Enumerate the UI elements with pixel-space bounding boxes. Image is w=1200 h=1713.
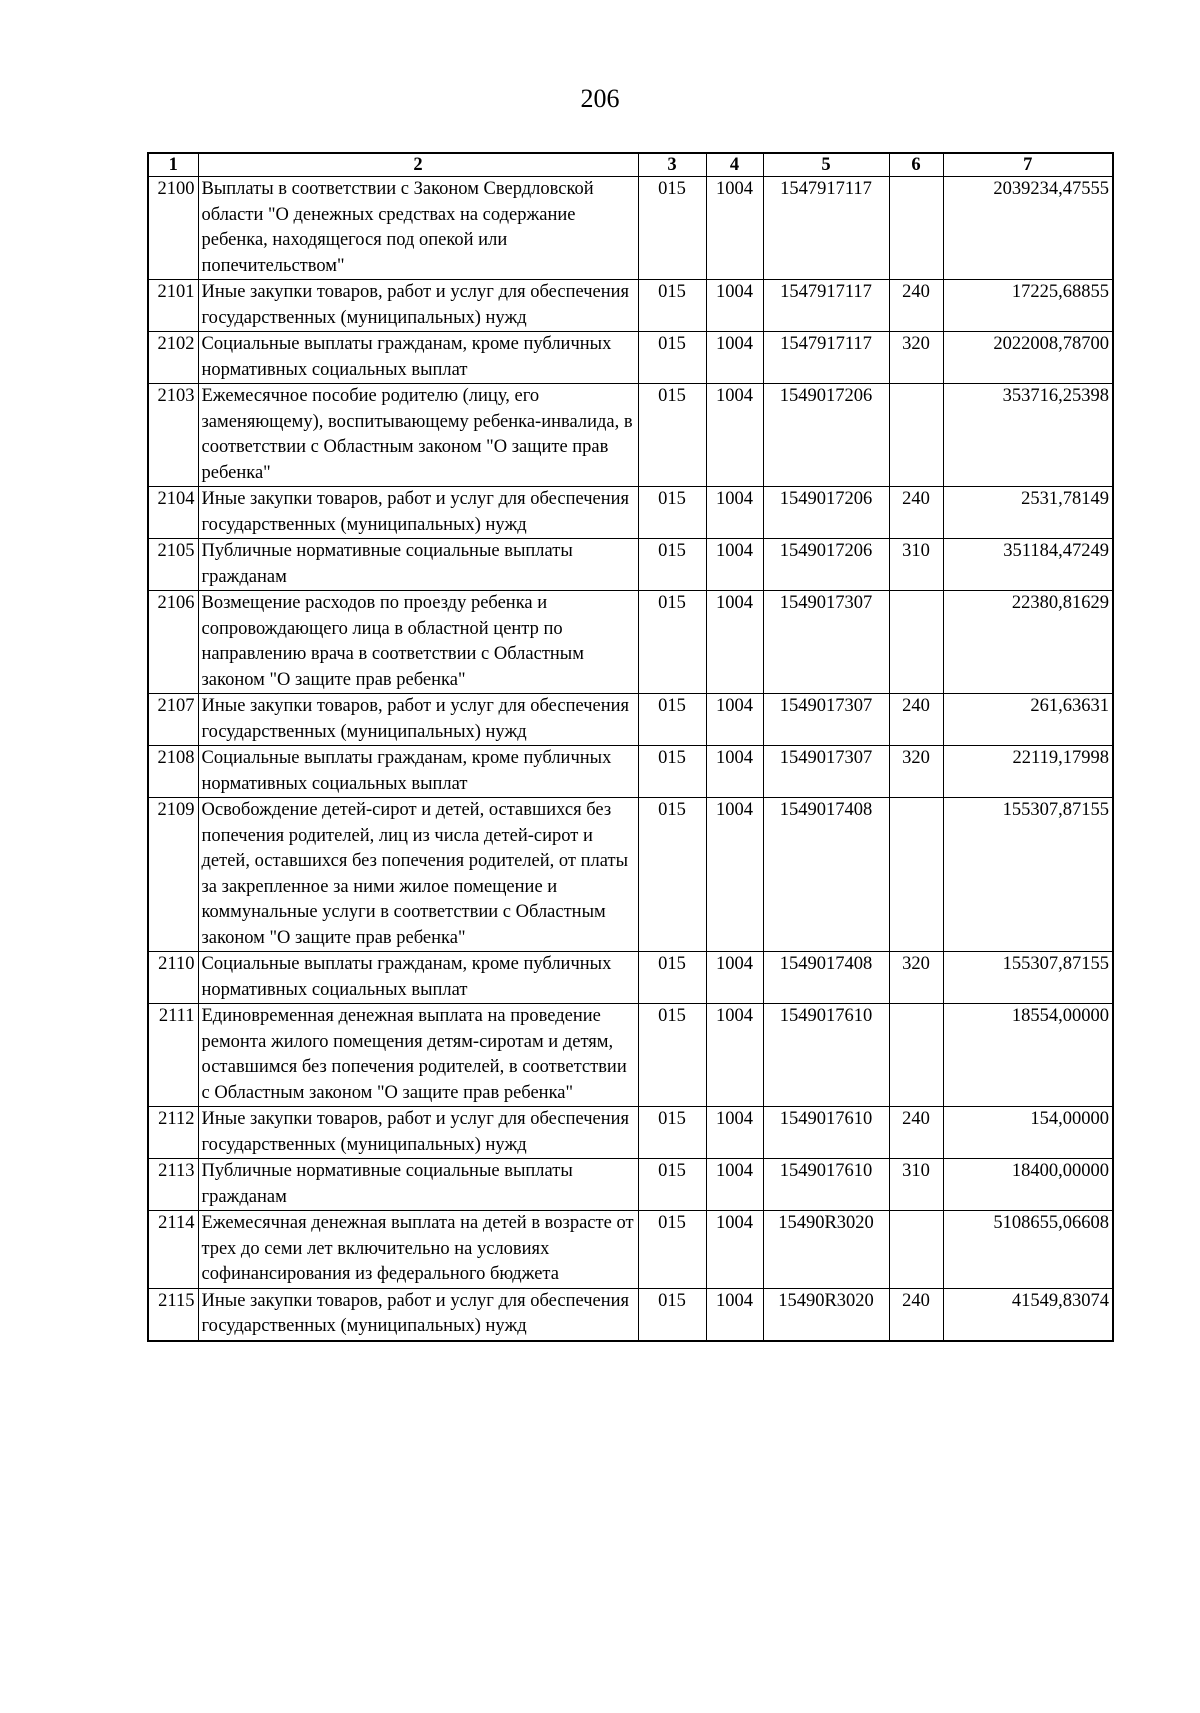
row-code-6: 240 xyxy=(889,487,943,539)
table-row xyxy=(148,1159,1113,1211)
row-code-3: 015 xyxy=(638,1211,706,1289)
row-code-5: 1549017408 xyxy=(763,952,889,1004)
row-amount: 41549,83074 xyxy=(943,1288,1113,1341)
row-code-6: 310 xyxy=(889,539,943,591)
row-description: Ежемесячное пособие родителю (лицу, его заменяющему), воспитывающему ребенка-инвалида, в соответствии с Областным законом "О защите прав ребенка" xyxy=(198,384,638,487)
header-cell-3: 3 xyxy=(638,153,706,177)
row-code-6 xyxy=(889,384,943,487)
row-code-4: 1004 xyxy=(706,177,763,280)
row-code-6: 320 xyxy=(889,746,943,798)
row-code-4: 1004 xyxy=(706,280,763,332)
header-cell-4: 4 xyxy=(706,153,763,177)
row-number: 2113 xyxy=(148,1159,198,1211)
row-number: 2115 xyxy=(148,1288,198,1341)
row-description: Ежемесячная денежная выплата на детей в возрасте от трех до семи лет включительно на условиях софинансирования из федерального бюджета xyxy=(198,1211,638,1289)
table-row xyxy=(148,1004,1113,1107)
row-code-5: 1549017610 xyxy=(763,1107,889,1159)
row-description: Иные закупки товаров, работ и услуг для обеспечения государственных (муниципальных) нужд xyxy=(198,487,638,539)
row-number: 2114 xyxy=(148,1211,198,1289)
row-code-6: 320 xyxy=(889,952,943,1004)
row-description: Социальные выплаты гражданам, кроме публичных нормативных социальных выплат xyxy=(198,746,638,798)
table-body xyxy=(148,177,1113,1341)
row-code-5: 1549017307 xyxy=(763,746,889,798)
row-code-5: 1549017610 xyxy=(763,1004,889,1107)
row-code-3: 015 xyxy=(638,1288,706,1341)
row-code-3: 015 xyxy=(638,1107,706,1159)
row-description: Иные закупки товаров, работ и услуг для обеспечения государственных (муниципальных) нужд xyxy=(198,1107,638,1159)
table-row xyxy=(148,384,1113,487)
row-number: 2104 xyxy=(148,487,198,539)
row-description: Иные закупки товаров, работ и услуг для обеспечения государственных (муниципальных) нужд xyxy=(198,280,638,332)
row-code-4: 1004 xyxy=(706,798,763,952)
row-number: 2102 xyxy=(148,332,198,384)
row-code-5: 1549017206 xyxy=(763,487,889,539)
row-amount: 22119,17998 xyxy=(943,746,1113,798)
table-row xyxy=(148,591,1113,694)
row-amount: 18554,00000 xyxy=(943,1004,1113,1107)
row-code-4: 1004 xyxy=(706,487,763,539)
row-description: Выплаты в соответствии с Законом Свердловской области "О денежных средствах на содержание ребенка, находящегося под опекой или попечительством" xyxy=(198,177,638,280)
header-cell-1: 1 xyxy=(148,153,198,177)
row-number: 2105 xyxy=(148,539,198,591)
row-code-4: 1004 xyxy=(706,952,763,1004)
header-cell-7: 7 xyxy=(943,153,1113,177)
row-code-3: 015 xyxy=(638,332,706,384)
row-code-4: 1004 xyxy=(706,1288,763,1341)
row-number: 2112 xyxy=(148,1107,198,1159)
row-code-3: 015 xyxy=(638,798,706,952)
row-code-6: 320 xyxy=(889,332,943,384)
row-description: Публичные нормативные социальные выплаты гражданам xyxy=(198,1159,638,1211)
row-amount: 353716,25398 xyxy=(943,384,1113,487)
row-code-4: 1004 xyxy=(706,1211,763,1289)
row-description: Возмещение расходов по проезду ребенка и сопровождающего лица в областной центр по направлению врача в соответствии с Областным законом "О защите прав ребенка" xyxy=(198,591,638,694)
row-description: Освобождение детей-сирот и детей, оставшихся без попечения родителей, лиц из числа детей-сирот и детей, оставшихся без попечения родителей, от платы за закрепленное за ними жилое помещение и коммунальные услуги в соответствии с Областным законом "О защите прав ребенка" xyxy=(198,798,638,952)
row-number: 2100 xyxy=(148,177,198,280)
table-row xyxy=(148,746,1113,798)
table-row xyxy=(148,280,1113,332)
row-code-4: 1004 xyxy=(706,746,763,798)
page-number: 206 xyxy=(580,84,620,113)
table-row xyxy=(148,1107,1113,1159)
row-code-6: 310 xyxy=(889,1159,943,1211)
row-amount: 2022008,78700 xyxy=(943,332,1113,384)
row-amount: 2531,78149 xyxy=(943,487,1113,539)
row-number: 2101 xyxy=(148,280,198,332)
row-amount: 351184,47249 xyxy=(943,539,1113,591)
table-row xyxy=(148,694,1113,746)
row-amount: 155307,87155 xyxy=(943,952,1113,1004)
row-number: 2111 xyxy=(148,1004,198,1107)
row-code-3: 015 xyxy=(638,384,706,487)
row-code-4: 1004 xyxy=(706,591,763,694)
row-code-4: 1004 xyxy=(706,539,763,591)
row-code-3: 015 xyxy=(638,487,706,539)
row-amount: 2039234,47555 xyxy=(943,177,1113,280)
table-row xyxy=(148,952,1113,1004)
row-code-6 xyxy=(889,798,943,952)
row-code-5: 1547917117 xyxy=(763,332,889,384)
row-number: 2110 xyxy=(148,952,198,1004)
row-code-3: 015 xyxy=(638,1159,706,1211)
row-code-5: 15490R3020 xyxy=(763,1288,889,1341)
header-cell-2: 2 xyxy=(198,153,638,177)
table-row xyxy=(148,487,1113,539)
row-amount: 261,63631 xyxy=(943,694,1113,746)
row-code-5: 1549017307 xyxy=(763,591,889,694)
row-code-3: 015 xyxy=(638,1004,706,1107)
table-header xyxy=(148,153,1113,177)
row-amount: 22380,81629 xyxy=(943,591,1113,694)
row-code-4: 1004 xyxy=(706,1159,763,1211)
row-description: Социальные выплаты гражданам, кроме публичных нормативных социальных выплат xyxy=(198,332,638,384)
row-code-5: 1549017307 xyxy=(763,694,889,746)
row-code-6: 240 xyxy=(889,1107,943,1159)
row-number: 2109 xyxy=(148,798,198,952)
row-description: Иные закупки товаров, работ и услуг для обеспечения государственных (муниципальных) нужд xyxy=(198,1288,638,1341)
row-code-5: 15490R3020 xyxy=(763,1211,889,1289)
row-code-6: 240 xyxy=(889,694,943,746)
row-number: 2103 xyxy=(148,384,198,487)
row-code-4: 1004 xyxy=(706,1004,763,1107)
header-cell-6: 6 xyxy=(889,153,943,177)
row-amount: 17225,68855 xyxy=(943,280,1113,332)
row-description: Единовременная денежная выплата на проведение ремонта жилого помещения детям-сиротам и детям, оставшимся без попечения родителей, в соответствии с Областным законом "О защите прав ребенка" xyxy=(198,1004,638,1107)
row-description: Иные закупки товаров, работ и услуг для обеспечения государственных (муниципальных) нужд xyxy=(198,694,638,746)
row-code-5: 1547917117 xyxy=(763,177,889,280)
row-number: 2108 xyxy=(148,746,198,798)
row-amount: 18400,00000 xyxy=(943,1159,1113,1211)
row-description: Социальные выплаты гражданам, кроме публичных нормативных социальных выплат xyxy=(198,952,638,1004)
table-row xyxy=(148,177,1113,280)
row-code-3: 015 xyxy=(638,177,706,280)
row-code-5: 1547917117 xyxy=(763,280,889,332)
header-cell-5: 5 xyxy=(763,153,889,177)
row-code-6: 240 xyxy=(889,280,943,332)
row-amount: 5108655,06608 xyxy=(943,1211,1113,1289)
row-code-4: 1004 xyxy=(706,1107,763,1159)
table-row xyxy=(148,1288,1113,1341)
row-code-6 xyxy=(889,1211,943,1289)
row-code-3: 015 xyxy=(638,952,706,1004)
row-code-4: 1004 xyxy=(706,332,763,384)
row-amount: 154,00000 xyxy=(943,1107,1113,1159)
row-number: 2107 xyxy=(148,694,198,746)
table-row xyxy=(148,1211,1113,1289)
table-row xyxy=(148,539,1113,591)
row-code-3: 015 xyxy=(638,539,706,591)
row-number: 2106 xyxy=(148,591,198,694)
row-code-4: 1004 xyxy=(706,694,763,746)
row-code-6 xyxy=(889,1004,943,1107)
table-row xyxy=(148,332,1113,384)
row-code-3: 015 xyxy=(638,746,706,798)
row-code-6 xyxy=(889,177,943,280)
row-amount: 155307,87155 xyxy=(943,798,1113,952)
row-code-5: 1549017206 xyxy=(763,539,889,591)
row-code-6 xyxy=(889,591,943,694)
budget-table xyxy=(147,152,1114,1342)
row-code-3: 015 xyxy=(638,280,706,332)
row-code-6: 240 xyxy=(889,1288,943,1341)
table-row xyxy=(148,798,1113,952)
row-description: Публичные нормативные социальные выплаты гражданам xyxy=(198,539,638,591)
row-code-5: 1549017206 xyxy=(763,384,889,487)
row-code-5: 1549017408 xyxy=(763,798,889,952)
row-code-5: 1549017610 xyxy=(763,1159,889,1211)
row-code-4: 1004 xyxy=(706,384,763,487)
row-code-3: 015 xyxy=(638,591,706,694)
row-code-3: 015 xyxy=(638,694,706,746)
